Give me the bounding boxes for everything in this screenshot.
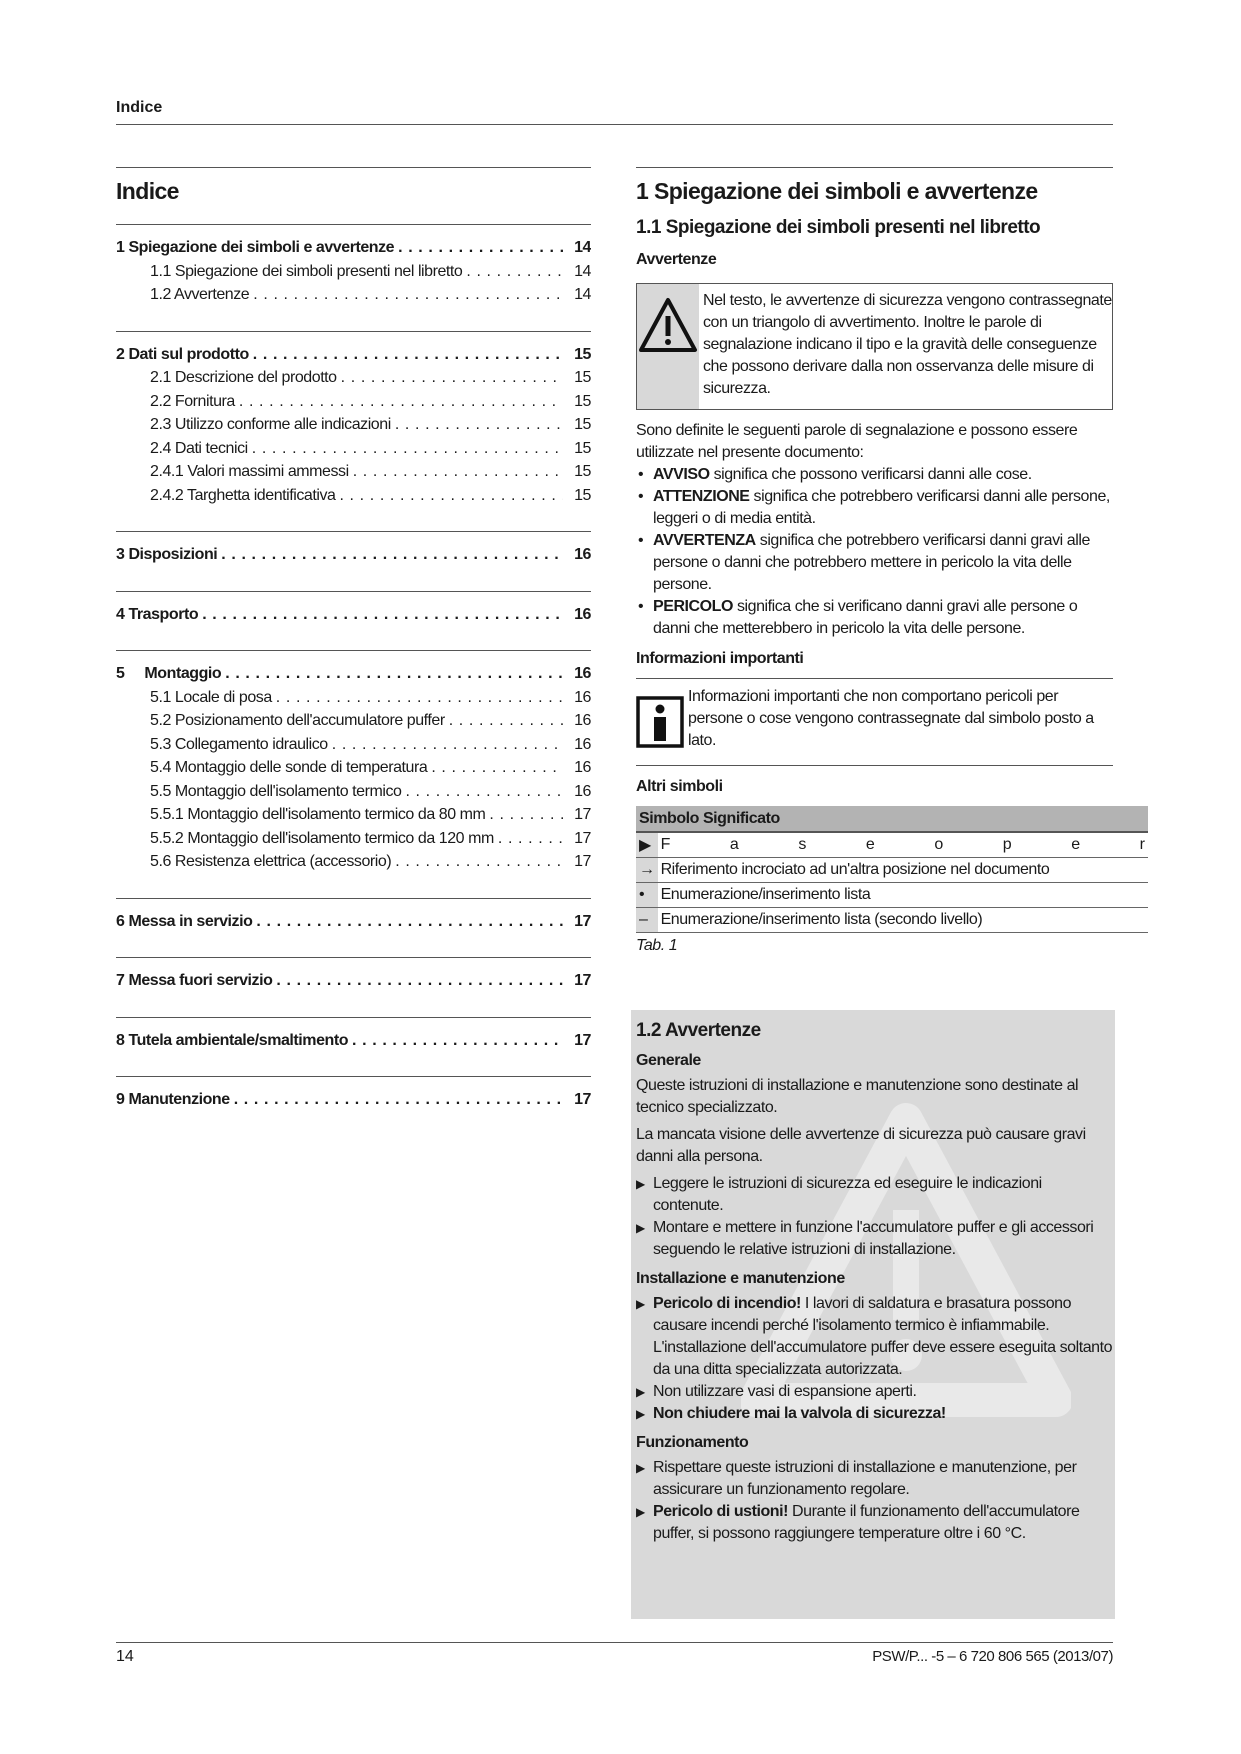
toc-entry-page: 16 xyxy=(574,546,591,563)
toc-section xyxy=(116,1076,591,1112)
toc-entry-page: 17 xyxy=(574,972,591,989)
toc-entry-page: 14 xyxy=(574,262,591,280)
toc-entry-page: 17 xyxy=(574,1031,591,1049)
toc-entry-page: 15 xyxy=(574,392,591,410)
symbol-cell: – xyxy=(636,907,658,932)
arrow-bullet-icon: ▶ xyxy=(636,1221,645,1235)
toc-entry-title: 2.4.1 Valori massimi ammessi xyxy=(150,463,349,480)
instruction-item xyxy=(636,1293,1113,1381)
warning-text: Nel testo, le avvertenze di sicurezza vengono contrassegnate con un triangolo di avvertimento. Inoltre le parole di segnalazione indicano il tipo e la gravità delle conseguenze che possono derivare dalla non osservanza delle misure di sicurezza. xyxy=(703,292,1112,397)
instruction-text: Durante il funzionamento dell'accumulatore puffer, si possono raggiungere temperature oltre i 60 °C. xyxy=(653,1503,1080,1542)
toc-entry-title: 5.5 Montaggio dell'isolamento termico xyxy=(150,782,402,800)
table-row xyxy=(636,832,1148,857)
toc-leader-dots xyxy=(198,603,563,627)
toc-entry[interactable] xyxy=(116,603,591,627)
generale-text-2: La mancata visione delle avvertenze di sicurezza può causare gravi danni alla persona. xyxy=(636,1126,1086,1165)
info-text: Informazioni importanti che non comportano pericoli per persone o cose vengono contrassegnate dal simbolo posto a lato. xyxy=(688,688,1094,749)
toc-entry[interactable] xyxy=(116,662,591,686)
warning-box xyxy=(636,283,1113,410)
toc-entry-page: 15 xyxy=(574,486,591,504)
generale-list xyxy=(636,1173,1113,1261)
toc-entry[interactable] xyxy=(116,260,591,284)
toc-entry-title: 1.2 Avvertenze xyxy=(150,286,250,303)
toc-entry[interactable] xyxy=(116,756,591,780)
toc-entry-page: 15 xyxy=(574,345,591,363)
section-1-title: 1 Spiegazione dei simboli e avvertenze xyxy=(636,178,1038,204)
info-box xyxy=(636,678,1113,766)
generale-text-1: Queste istruzioni di installazione e manutenzione sono destinate al tecnico specializzato. xyxy=(636,1077,1079,1116)
arrow-bullet-icon: ▶ xyxy=(636,1505,645,1519)
toc-leader-dots xyxy=(230,1088,563,1112)
toc-leader-dots xyxy=(485,803,563,827)
bullet-icon: • xyxy=(638,532,644,549)
toc-entry[interactable] xyxy=(116,236,591,260)
symbol-cell: ▶ xyxy=(636,832,658,857)
toc-entry[interactable] xyxy=(116,390,591,414)
toc-entry[interactable] xyxy=(116,969,591,993)
toc-leader-dots xyxy=(391,850,563,874)
arrow-bullet-icon: ▶ xyxy=(636,1407,645,1421)
signal-desc: significa che si verificano danni gravi alle persone o danni che metterebbero in pericolo la vita delle persone. xyxy=(653,598,1078,637)
toc-entry-title: 2.3 Utilizzo conforme alle indicazioni xyxy=(150,416,391,433)
signal-desc: significa che possono verificarsi danni alle cose. xyxy=(709,466,1032,483)
symbols-table xyxy=(636,806,1148,933)
toc-column xyxy=(116,167,591,1112)
instruction-emphasis: Non chiudere mai la valvola di sicurezza! xyxy=(653,1405,946,1422)
instruction-item xyxy=(636,1403,1113,1425)
instruction-text: I lavori di saldatura e brasatura possono causare incendi perché l'isolamento termico è infiammabile. L'installazione dell'accumulatore puffer deve essere eseguita soltanto da una ditta specializzata autorizzata. xyxy=(653,1295,1113,1378)
toc-entry-title: 8 Tutela ambientale/smaltimento xyxy=(116,1031,349,1049)
toc-entry[interactable] xyxy=(116,827,591,851)
toc-entry[interactable] xyxy=(116,437,591,461)
instruction-item xyxy=(636,1381,1113,1403)
instruction-text: Non utilizzare vasi di espansione aperti. xyxy=(653,1383,917,1400)
toc-entry-page: 17 xyxy=(574,829,591,847)
toc-entry[interactable] xyxy=(116,1088,591,1112)
table-caption: Tab. 1 xyxy=(636,936,678,954)
toc-entry[interactable] xyxy=(116,1029,591,1053)
arrow-bullet-icon: ▶ xyxy=(636,1297,645,1311)
toc-leader-dots xyxy=(328,733,563,757)
signal-word: PERICOLO xyxy=(653,598,733,615)
instruction-emphasis: Pericolo di incendio! xyxy=(653,1295,801,1312)
toc-title: Indice xyxy=(116,178,179,204)
signal-item xyxy=(636,530,1113,596)
toc-entry-page: 16 xyxy=(574,712,591,729)
toc-entry[interactable] xyxy=(116,366,591,390)
toc-leader-dots xyxy=(462,260,563,284)
signal-word: AVVERTENZA xyxy=(653,532,756,549)
funzionamento-heading: Funzionamento xyxy=(636,1434,749,1451)
symbol-cell: • xyxy=(636,882,658,907)
toc-entry-page: 16 xyxy=(574,735,591,753)
toc-entry-page: 17 xyxy=(574,1091,591,1108)
instruction-item xyxy=(636,1457,1113,1501)
toc-entry-title: 5.4 Montaggio delle sonde di temperatura xyxy=(150,759,428,776)
toc-entry-title: 7 Messa fuori servizio xyxy=(116,972,273,989)
toc-entry-title: 6 Messa in servizio xyxy=(116,912,253,930)
arrow-bullet-icon: ▶ xyxy=(636,1177,645,1191)
toc-entry-title: 1.1 Spiegazione dei simboli presenti nel libretto xyxy=(150,262,463,280)
bullet-icon: • xyxy=(638,488,644,505)
toc-entry-title: 2.4 Dati tecnici xyxy=(150,439,248,457)
content-column xyxy=(636,167,1145,957)
toc-leader-dots xyxy=(401,780,563,804)
page-number: 14 xyxy=(116,1648,134,1665)
toc-leader-dots xyxy=(252,910,563,934)
toc-entry-title: 5.6 Resistenza elettrica (accessorio) xyxy=(150,853,392,870)
generale-heading: Generale xyxy=(636,1052,701,1069)
running-header: Indice xyxy=(116,99,163,116)
toc-entry-page: 16 xyxy=(574,605,591,623)
toc-entry-title: 4 Trasporto xyxy=(116,605,199,623)
section-1-2-title: 1.2 Avvertenze xyxy=(636,1020,761,1041)
toc-section xyxy=(116,591,591,627)
toc-entry[interactable] xyxy=(116,733,591,757)
toc-leader-dots xyxy=(394,236,563,260)
instruction-emphasis: Pericolo di ustioni! xyxy=(653,1503,789,1520)
toc-leader-dots xyxy=(217,543,563,567)
toc-leader-dots xyxy=(248,437,563,461)
toc-entry[interactable] xyxy=(116,850,591,874)
instruction-item xyxy=(636,1217,1113,1261)
funzionamento-list xyxy=(636,1457,1113,1545)
warning-triangle-icon xyxy=(637,284,699,409)
meaning-cell: Enumerazione/inserimento lista (secondo livello) xyxy=(658,907,1148,932)
toc-entry-page: 15 xyxy=(574,369,591,386)
toc-entry-page: 16 xyxy=(574,688,591,706)
warnings-section xyxy=(631,1010,1115,1619)
toc-section xyxy=(116,224,591,307)
instruction-text: Montare e mettere in funzione l'accumulatore puffer e gli accessori seguendo le relative istruzioni di installazione. xyxy=(653,1219,1094,1258)
footer-rule xyxy=(116,1642,1113,1643)
toc-entry-title: 5.3 Collegamento idraulico xyxy=(150,735,328,753)
toc-leader-dots xyxy=(249,343,563,367)
toc-leader-dots xyxy=(445,709,563,733)
toc-entry-page: 17 xyxy=(574,806,591,823)
toc-entry[interactable] xyxy=(116,460,591,484)
toc-section xyxy=(116,1017,591,1053)
toc-entry[interactable] xyxy=(116,543,591,567)
instruction-item xyxy=(636,1501,1113,1545)
signal-item xyxy=(636,486,1113,530)
toc-entry-page: 17 xyxy=(574,912,591,930)
installazione-heading: Installazione e manutenzione xyxy=(636,1270,845,1287)
toc-entry[interactable] xyxy=(116,780,591,804)
toc-entry-page: 16 xyxy=(574,759,591,776)
table-row xyxy=(636,857,1148,882)
signal-list xyxy=(636,464,1113,640)
toc-leader-dots xyxy=(335,484,563,508)
toc-entry-page: 17 xyxy=(574,853,591,870)
toc-entry[interactable] xyxy=(116,910,591,934)
intro-text: Sono definite le seguenti parole di segnalazione e possono essere utilizzate nel presente documento: xyxy=(636,422,1078,461)
toc-entry-page: 14 xyxy=(574,286,591,303)
toc-entry-page: 15 xyxy=(574,416,591,433)
toc-entry-title: 5.1 Locale di posa xyxy=(150,688,272,706)
signal-word: ATTENZIONE xyxy=(653,488,750,505)
toc-leader-dots xyxy=(235,390,563,414)
table-row xyxy=(636,882,1148,907)
toc-entry-title: 2.2 Fornitura xyxy=(150,392,235,410)
toc-leader-dots xyxy=(272,686,563,710)
toc-section xyxy=(116,331,591,508)
toc-entry-page: 14 xyxy=(574,239,591,256)
instruction-item xyxy=(636,1173,1113,1217)
instruction-text: Rispettare queste istruzioni di installazione e manutenzione, per assicurare un funzionamento regolare. xyxy=(653,1459,1077,1498)
toc-entry-title: 2.4.2 Targhetta identificativa xyxy=(150,486,336,504)
info-icon xyxy=(636,679,684,765)
toc-entry-title: 9 Manutenzione xyxy=(116,1091,230,1108)
toc-leader-dots xyxy=(349,460,563,484)
toc-entry-page: 15 xyxy=(574,439,591,457)
section-1-1-title: 1.1 Spiegazione dei simboli presenti nel libretto xyxy=(636,217,1041,238)
table-row xyxy=(636,907,1148,932)
meaning-cell: Enumerazione/inserimento lista xyxy=(658,882,1148,907)
avvertenze-heading: Avvertenze xyxy=(636,251,717,268)
signal-desc: significa che potrebbero verificarsi danni alle persone, leggeri o di media entità. xyxy=(653,488,1110,527)
toc-entry[interactable] xyxy=(116,686,591,710)
toc-entry-page: 15 xyxy=(574,463,591,480)
toc-entry[interactable] xyxy=(116,484,591,508)
toc-entry-page: 16 xyxy=(574,782,591,800)
arrow-bullet-icon: ▶ xyxy=(636,1461,645,1475)
signal-item xyxy=(636,596,1113,640)
toc-leader-dots xyxy=(391,413,563,437)
toc-leader-dots xyxy=(348,1029,563,1053)
toc-entry-page: 16 xyxy=(574,665,591,682)
document-code: PSW/P... -5 – 6 720 806 565 (2013/07) xyxy=(872,1648,1113,1665)
toc-entry-title: 2.1 Descrizione del prodotto xyxy=(150,369,337,386)
toc-entry-title: 5.5.1 Montaggio dell'isolamento termico da 80 mm xyxy=(150,806,486,823)
toc-list xyxy=(116,224,591,1112)
info-heading: Informazioni importanti xyxy=(636,650,804,667)
toc-entry[interactable] xyxy=(116,283,591,307)
toc-section xyxy=(116,531,591,567)
meaning-cell: Riferimento incrociato ad un'altra posizione nel documento xyxy=(658,857,1148,882)
installazione-list xyxy=(636,1293,1113,1425)
toc-entry[interactable] xyxy=(116,413,591,437)
toc-entry[interactable] xyxy=(116,709,591,733)
table-header: Simbolo Significato xyxy=(636,806,1148,832)
signal-item xyxy=(636,464,1113,486)
toc-section xyxy=(116,898,591,934)
bullet-icon: • xyxy=(638,598,644,615)
symbol-cell: → xyxy=(636,857,658,882)
toc-section xyxy=(116,957,591,993)
meaning-cell: F a s e o p e r xyxy=(658,832,1148,857)
toc-entry-title: 5 Montaggio xyxy=(116,665,222,682)
header-rule xyxy=(116,124,1113,125)
toc-entry-title: 5.5.2 Montaggio dell'isolamento termico da 120 mm xyxy=(150,829,494,847)
toc-entry-title: 5.2 Posizionamento dell'accumulatore puffer xyxy=(150,712,445,729)
toc-leader-dots xyxy=(494,827,563,851)
toc-entry-title: 1 Spiegazione dei simboli e avvertenze xyxy=(116,239,395,256)
arrow-bullet-icon: ▶ xyxy=(636,1385,645,1399)
bullet-icon: • xyxy=(638,466,644,483)
toc-leader-dots xyxy=(221,662,563,686)
toc-leader-dots xyxy=(249,283,563,307)
altri-simboli-heading: Altri simboli xyxy=(636,778,723,795)
toc-entry[interactable] xyxy=(116,343,591,367)
toc-leader-dots xyxy=(272,969,563,993)
toc-section xyxy=(116,650,591,874)
toc-entry-title: 3 Disposizioni xyxy=(116,546,218,563)
toc-entry[interactable] xyxy=(116,803,591,827)
instruction-text: Leggere le istruzioni di sicurezza ed eseguire le indicazioni contenute. xyxy=(653,1175,1042,1214)
toc-entry-title: 2 Dati sul prodotto xyxy=(116,345,249,363)
toc-leader-dots xyxy=(427,756,563,780)
signal-desc: significa che potrebbero verificarsi danni gravi alle persone o danni che potrebbero mettere in pericolo la vita delle persone. xyxy=(653,532,1090,593)
signal-word: AVVISO xyxy=(653,466,710,483)
toc-leader-dots xyxy=(337,366,563,390)
